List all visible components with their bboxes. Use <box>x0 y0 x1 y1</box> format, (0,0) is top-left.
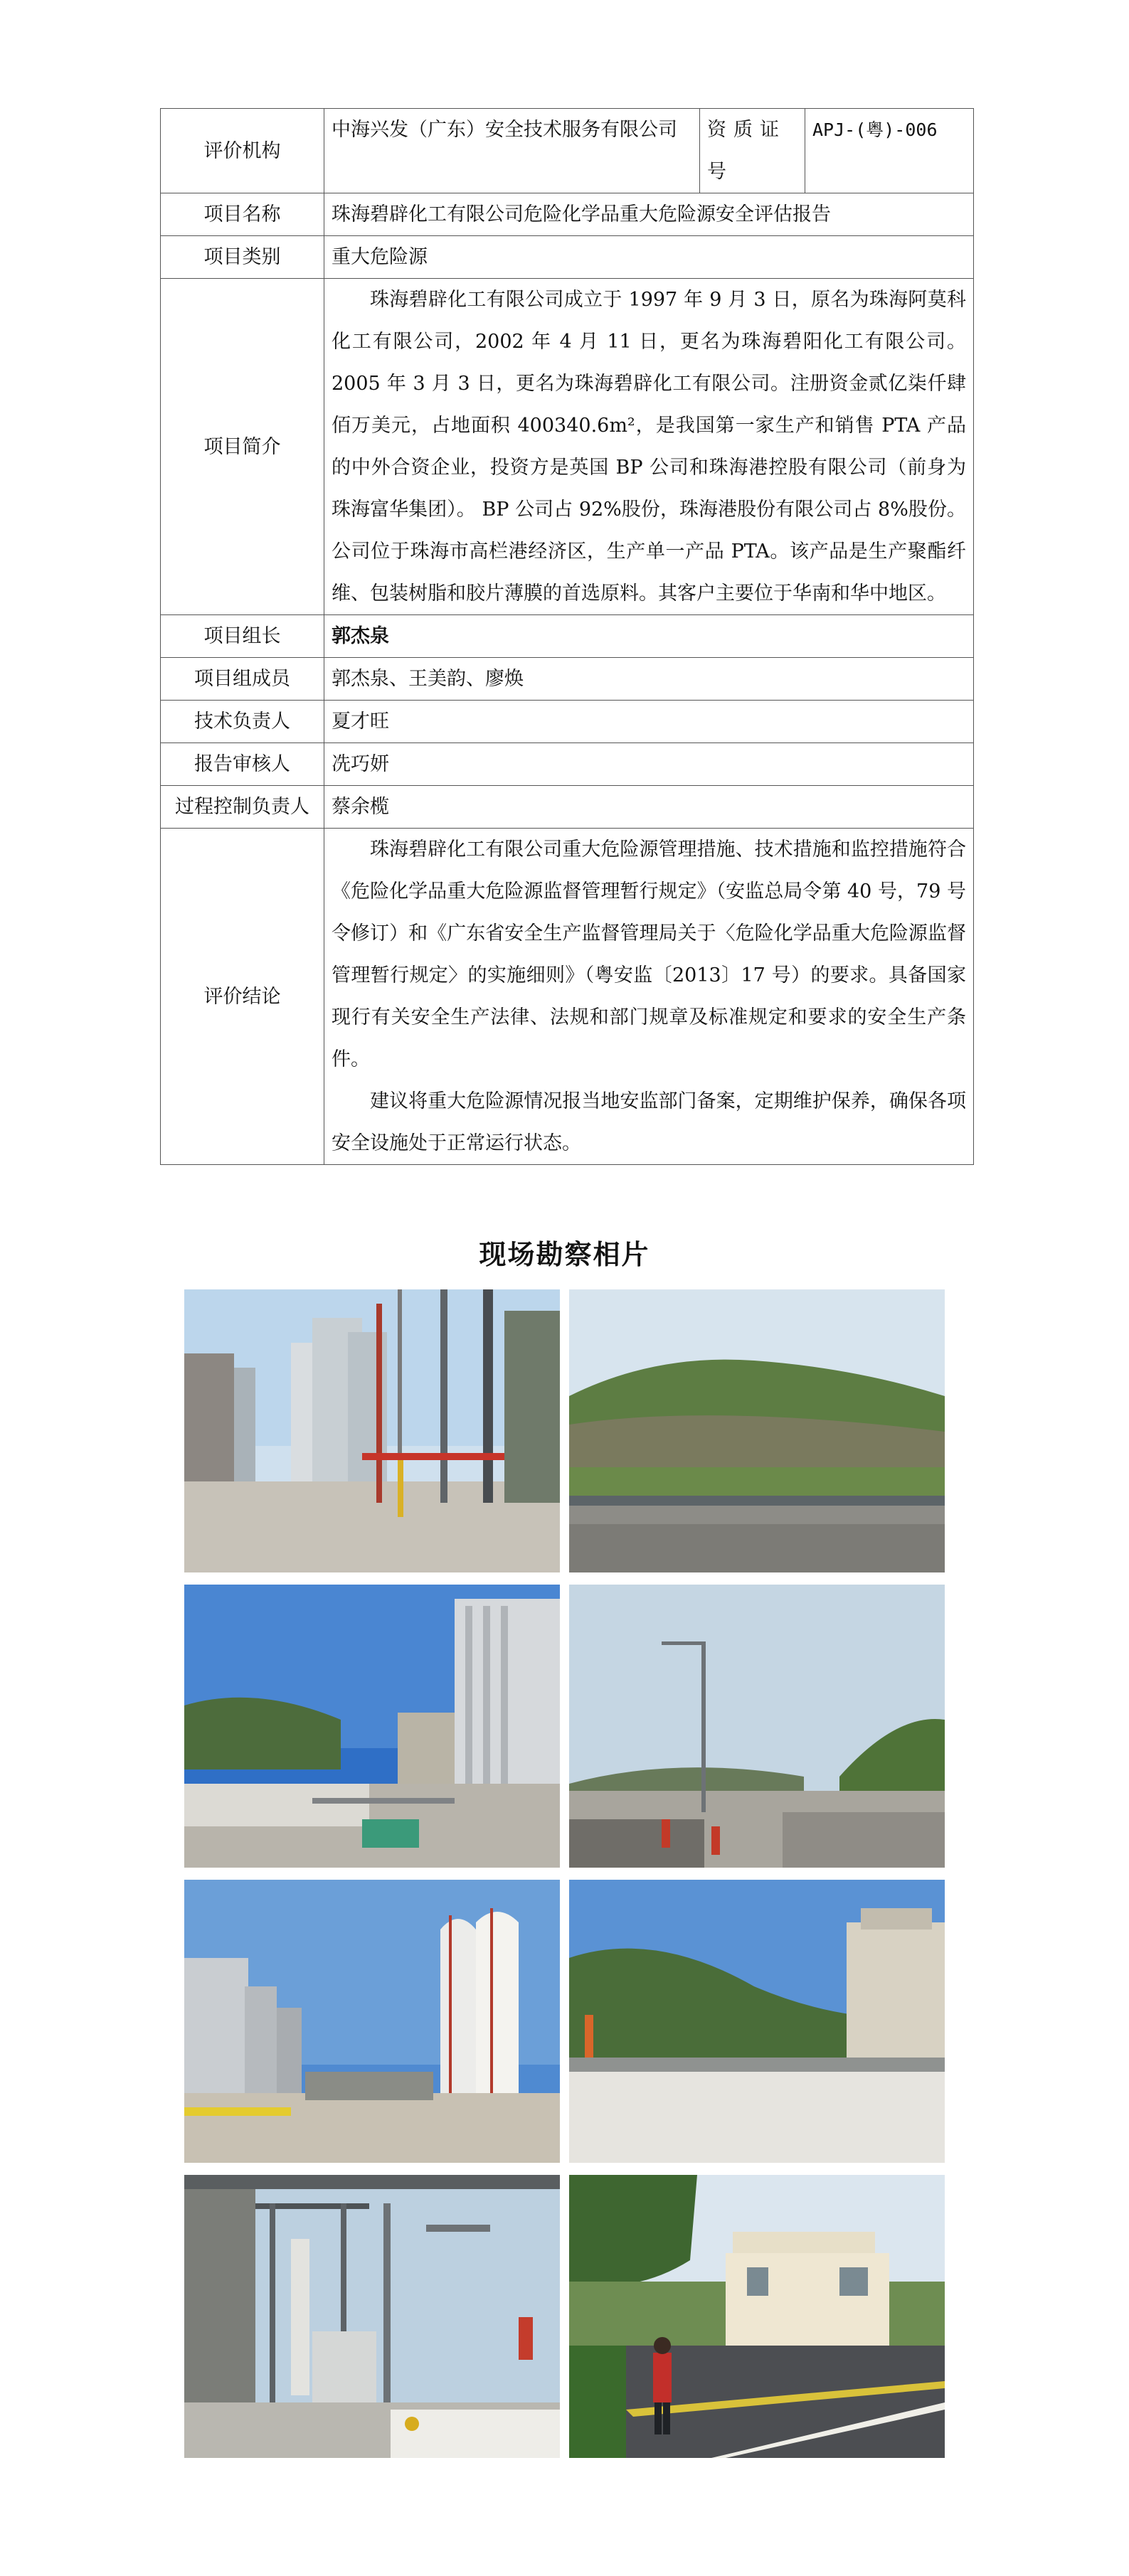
site-photo-process-equipment <box>184 2175 560 2458</box>
type-value: 重大危险源 <box>324 236 974 279</box>
site-photo-gatehouse <box>569 2175 945 2458</box>
row-tech <box>161 701 974 743</box>
row-review <box>161 743 974 786</box>
site-photo-storage-tanks <box>184 1880 560 2163</box>
row-members <box>161 658 974 701</box>
row-leader <box>161 615 974 658</box>
cert-label: 资质证号 <box>700 109 805 193</box>
row-conclusion <box>161 829 974 1165</box>
row-org <box>161 109 974 193</box>
site-photo-paved-yard <box>569 1880 945 2163</box>
process-label: 过程控制负责人 <box>161 786 324 829</box>
conclusion-paragraph-2: 建议将重大危险源情况报当地安监部门备案，定期维护保养，确保各项安全设施处于正常运行状态。 <box>332 1090 966 1154</box>
row-intro <box>161 279 974 615</box>
site-photo-hillside-wall <box>569 1289 945 1572</box>
leader-value: 郭杰泉 <box>324 615 974 658</box>
review-label: 报告审核人 <box>161 743 324 786</box>
site-photo-open-yard <box>569 1585 945 1868</box>
org-value: 中海兴发（广东）安全技术服务有限公司 <box>324 109 700 193</box>
intro-text: 珠海碧辟化工有限公司成立于 1997 年 9 月 3 日，原名为珠海阿莫科化工有限公司，2002 年 4 月 11 日，更名为珠海碧阳化工有限公司。2005 年 3 月 3 日，更名为珠海碧辟化工有限公司。注册资金贰亿柒仟肆佰万美元，占地面积 400340.6m²，是我国第一家生产和销售 PTA 产品的中外合资企业，投资方是英国 BP 公司和珠海港控股有限公司（前身为珠海富华集团）。 BP 公司占 92%股份，珠海港股份有限公司占 8%股份。公司位于珠海市高栏港经济区，生产单一产品 PTA。该产品是生产聚酯纤维、包装树脂和胶片薄膜的首选原料。其客户主要位于华南和华中地区。 <box>332 289 966 605</box>
cert-value: APJ-(粤)-006 <box>805 109 974 193</box>
name-value: 珠海碧辟化工有限公司危险化学品重大危险源安全评估报告 <box>324 193 974 236</box>
row-process <box>161 786 974 829</box>
tech-label: 技术负责人 <box>161 701 324 743</box>
review-value: 冼巧妍 <box>324 743 974 786</box>
site-photo-plant-towers <box>184 1289 560 1572</box>
row-type <box>161 236 974 279</box>
org-label: 评价机构 <box>161 109 324 193</box>
section-title: 现场勘察相片 <box>479 1238 650 1270</box>
site-photo-pipes-equipment <box>184 1585 560 1868</box>
conclusion-paragraph-1: 珠海碧辟化工有限公司重大危险源管理措施、技术措施和监控措施符合《危险化学品重大危险源监督管理暂行规定》（安监总局令第 40 号，79 号令修订）和《广东省安全生产监督管理局关于〈危险化学品重大危险源监督管理暂行规定〉的实施细则》（粤安监〔2013〕17 号）的要求。具备国家现行有关安全生产法律、法规和部门规章及标准规定和要求的安全生产条件。 <box>332 839 966 1070</box>
assessment-info-table <box>160 108 974 1165</box>
conclusion-label: 评价结论 <box>161 829 324 1165</box>
members-value: 郭杰泉、王美韵、廖焕 <box>324 658 974 701</box>
type-label: 项目类别 <box>161 236 324 279</box>
tech-value: 夏才旺 <box>324 701 974 743</box>
name-label: 项目名称 <box>161 193 324 236</box>
process-value: 蔡余榄 <box>324 786 974 829</box>
intro-label: 项目简介 <box>161 279 324 615</box>
row-name <box>161 193 974 236</box>
leader-label: 项目组长 <box>161 615 324 658</box>
members-label: 项目组成员 <box>161 658 324 701</box>
